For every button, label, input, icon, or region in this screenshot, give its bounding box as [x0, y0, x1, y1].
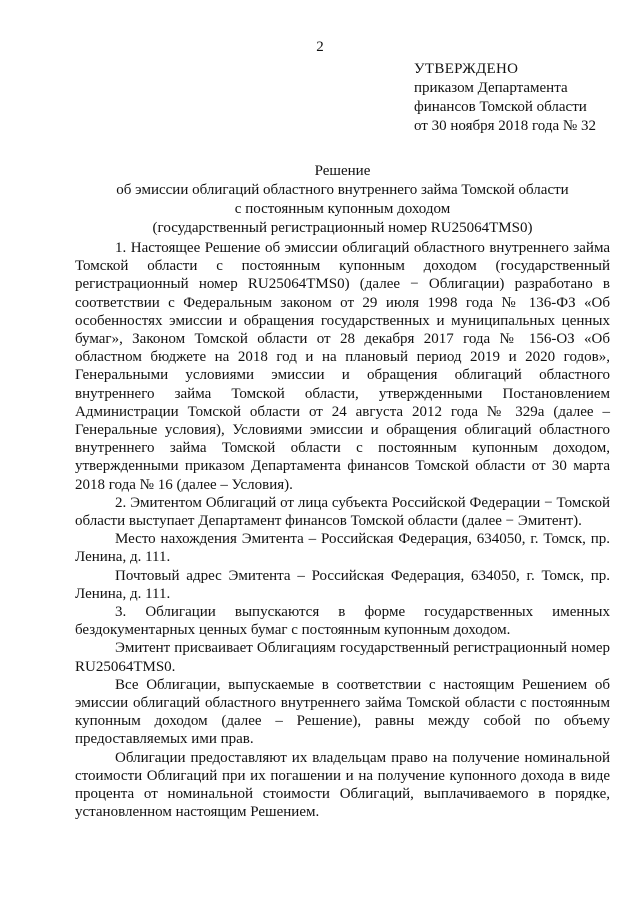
paragraph: 3. Облигации выпускаются в форме государственных именных бездокументарных ценных бумаг с постоянным купонным доходом. [75, 604, 610, 639]
approval-line: приказом Департамента [414, 80, 568, 96]
document-body [75, 239, 610, 822]
title-heading: Решение [314, 163, 371, 179]
paragraph: Все Облигации, выпускаемые в соответствии с настоящим Решением об эмиссии облигаций областного внутреннего займа Томской области с постоянным купонным доходом (далее – Решение), равны между собой по объему предоставляемых ими прав. [75, 676, 610, 748]
paragraph: Облигации предоставляют их владельцам право на получение номинальной стоимости Облигаций при их погашении и на получение купонного дохода в виде процента от номинальной стоимости Облигаций, выплачиваемого в порядке, установленном настоящим Решением. [75, 749, 610, 821]
approval-line: от 30 ноября 2018 года № 32 [414, 118, 596, 134]
title-line: с постоянным купонным доходом [234, 201, 451, 217]
document-title [75, 162, 610, 238]
paragraph: 1. Настоящее Решение об эмиссии облигаций областного внутреннего займа Томской области с постоянным купонным доходом (государственный регистрационный номер RU25064TMS0) (далее − Облигации) разработано в соответствии с Федеральным законом от 29 июля 1998 года № 136-ФЗ «Об особенностях эмиссии и обращения государственных и муниципальных ценных бумаг», Законом Томской области от 28 декабря 2017 года № 156-ОЗ «Об областном бюджете на 2018 год и на плановый период 2019 и 2020 годов», Генеральными условиями эмиссии и обращения облигаций областного внутреннего займа Томской области, утвержденными Постановлением Администрации Томской области от 24 августа 2012 года № 329а (далее – Генеральные условия), Условиями эмиссии и обращения облигаций областного внутреннего займа Томской области с постоянным купонным доходом, утвержденными приказом Департамента финансов Томской области от 30 марта 2018 года № 16 (далее – Условия). [75, 240, 610, 493]
paragraph: Эмитент присваивает Облигациям государственный регистрационный номер RU25064TMS0. [75, 640, 610, 675]
approval-stamp: УТВЕРЖДЕНО [414, 61, 519, 77]
paragraph: 2. Эмитентом Облигаций от лица субъекта Российской Федерации − Томской области выступает Департамент финансов Томской области (далее − Эмитент). [75, 494, 610, 530]
approval-line: финансов Томской области [414, 99, 587, 115]
page-number: 2 [316, 39, 324, 55]
title-line: (государственный регистрационный номер RU25064TMS0) [152, 220, 533, 236]
paragraph: Почтовый адрес Эмитента – Российская Федерация, 634050, г. Томск, пр. Ленина, д. 111. [75, 567, 610, 602]
paragraph: Место нахождения Эмитента – Российская Федерация, 634050, г. Томск, пр. Ленина, д. 111. [75, 531, 610, 566]
approval-block [414, 60, 634, 136]
title-line: об эмиссии облигаций областного внутреннего займа Томской области [116, 182, 569, 198]
